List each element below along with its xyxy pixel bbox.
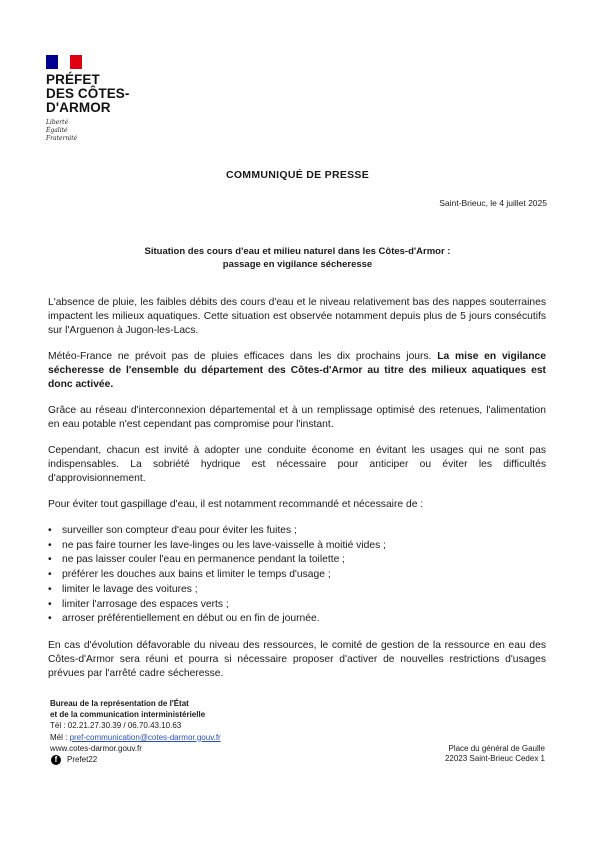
phone-numbers: Tél : 02.21.27.30.39 / 06.70.43.10.63 xyxy=(50,721,182,731)
prefecture-name-line: D'ARMOR xyxy=(46,100,111,115)
prefecture-name-line: DES CÔTES- xyxy=(46,86,130,101)
french-flag-icon xyxy=(46,55,82,69)
list-item: • limiter l'arrosage des espaces verts ; xyxy=(48,598,546,613)
email-line xyxy=(50,732,350,743)
republic-motto xyxy=(46,119,156,143)
paragraph-emphasis: La mise en vigilance sécheresse de l'ensemble du département des Côtes-d'Armor au titre des milieux aquatiques est donc activée. xyxy=(48,351,547,390)
recommendation-list xyxy=(48,524,546,627)
list-item: • ne pas faire tourner les lave-linges ou les lave-vaisselle à moitié vides ; xyxy=(48,539,546,554)
paragraph: Pour éviter tout gaspillage d'eau, il est notamment recommandé et nécessaire de : xyxy=(48,499,424,510)
list-item: • arroser préférentiellement en début ou en fin de journée. xyxy=(48,612,546,627)
subject-line: Situation des cours d'eau et milieu naturel dans les Côtes-d'Armor : xyxy=(144,246,451,257)
facebook-handle: Prefet22 xyxy=(67,755,98,765)
address-line: Place du général de Gaulle xyxy=(448,744,545,753)
bureau-name: Bureau de la représentation de l'État xyxy=(50,699,189,708)
website-link[interactable]: www.cotes-darmor.gouv.fr xyxy=(50,743,142,753)
paragraph: Cependant, chacun est invité à adopter une conduite économe en évitant les usages qui ne sont pas indispensables. La sobriété hydrique est nécessaire pour anticiper ou éviter les difficultés d'approvisionnement. xyxy=(48,445,546,484)
list-item: • limiter le lavage des voitures ; xyxy=(48,583,546,598)
press-release-body xyxy=(48,296,546,681)
motto-line: Fraternité xyxy=(46,135,78,142)
prefecture-logo xyxy=(46,55,156,143)
list-item: • surveiller son compteur d'eau pour éviter les fuites ; xyxy=(48,524,546,539)
prefecture-name-line: PRÉFET xyxy=(46,72,100,87)
bureau-name-continued: et de la communication interministérielle xyxy=(50,710,206,720)
postal-address xyxy=(445,744,545,764)
document-date: Saint-Brieuc, le 4 juillet 2025 xyxy=(439,198,547,208)
contact-footer xyxy=(50,698,350,765)
prefecture-name xyxy=(46,73,156,115)
paragraph xyxy=(48,350,546,392)
email-link[interactable]: pref-communication@cotes-darmor.gouv.fr xyxy=(69,732,221,742)
list-item: • ne pas laisser couler l'eau en permanence pendant la toilette ; xyxy=(48,553,546,568)
subject-line: passage en vigilance sécheresse xyxy=(222,259,373,270)
list-item: • préférer les douches aux bains et limiter le temps d'usage ; xyxy=(48,568,546,583)
address-line: 22023 Saint-Brieuc Cedex 1 xyxy=(444,754,545,763)
facebook-link[interactable] xyxy=(50,754,350,765)
paragraph: Grâce au réseau d'interconnexion départemental et à un remplissage optimisé des retenues, l'alimentation en eau potable n'est cependant pas compromise pour l'instant. xyxy=(48,405,546,430)
paragraph-text: Météo-France ne prévoit pas de pluies efficaces dans les dix prochains jours. xyxy=(48,351,438,362)
paragraph: L'absence de pluie, les faibles débits des cours d'eau et le niveau relativement bas des nappes souterraines impactent les milieux aquatiques. Cette situation est observée notamment depuis plus de 5 jours consécutifs sur l'Arguenon à Jugon-les-Lacs. xyxy=(48,297,546,336)
email-label: Mél : xyxy=(50,732,70,742)
facebook-icon: f xyxy=(51,755,61,765)
press-release-subject xyxy=(60,245,535,271)
motto-line: Égalité xyxy=(46,127,68,134)
motto-line: Liberté xyxy=(46,119,69,126)
page-title: COMMUNIQUÉ DE PRESSE xyxy=(225,169,370,181)
paragraph: En cas d'évolution défavorable du niveau des ressources, le comité de gestion de la ressource en eau des Côtes-d'Armor sera réuni et pourra si nécessaire proposer d'activer de nouvelles restrictions d'usages prévues par l'arrêté cadre sécheresse. xyxy=(48,639,546,679)
